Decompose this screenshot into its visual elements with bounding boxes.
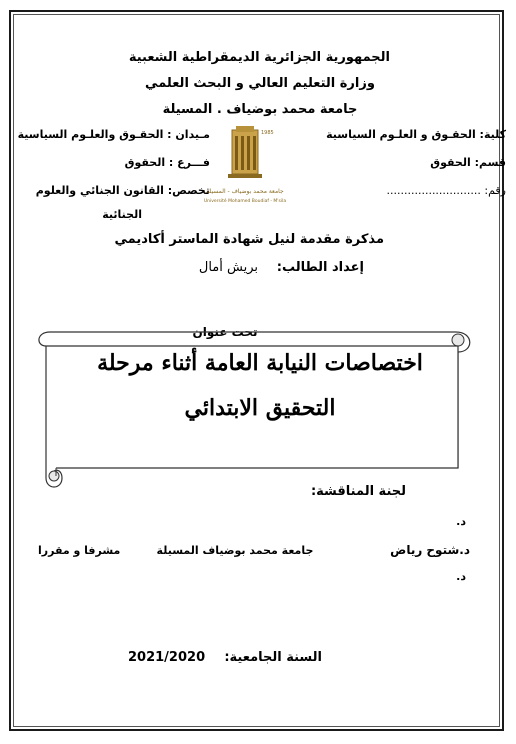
student-label: إعداد الطالب: (276, 260, 364, 275)
logo-latin-name: Université Mohamed Boudiaf - M'sila (203, 199, 287, 204)
specialty-label: تخصص: القانون الجنائي والعلوم (35, 184, 210, 197)
branch-label: فـــرع : الحقوق (124, 156, 210, 169)
title-label: تحت عنوان (192, 325, 258, 339)
thesis-statement: مذكرة مقدمة لنيل شهادة الماستر أكاديمي (114, 232, 384, 247)
academic-year-label: السنة الجامعية: (224, 650, 322, 665)
logo-year: 1985 (261, 130, 274, 136)
field-label: مـيدان : الحقـوق والعلـوم السياسية (17, 128, 210, 141)
republic-line: الجمهورية الجزائرية الديمقراطية الشعبية (128, 50, 390, 65)
thesis-title-line-1: اختصاصات النيابة العامة أثناء مرحلة (97, 350, 423, 376)
number-field: رقم: ........................... (386, 184, 506, 197)
university-logo (214, 122, 276, 208)
department-label: قسم: الحقوق (430, 156, 506, 169)
committee-member-2-name: د.شتوح رياض (390, 543, 470, 557)
student-name: بريش أمال (198, 260, 258, 275)
logo-arabic-name: جامعة محمد بوضياف - المسيلة (206, 188, 284, 195)
academic-year-value: 2021/2020 (128, 650, 206, 665)
thesis-title-line-2: التحقيق الابتدائي (184, 395, 336, 421)
specialty-label-cont: الجنائية (102, 208, 142, 221)
faculty-label: كلية: الحقـوق و العلـوم السياسية (326, 128, 506, 141)
committee-member-2-role: مشرفا و مقررا (38, 544, 121, 557)
committee-member-2-university: جامعة محمد بوضياف المسيلة (156, 544, 314, 557)
committee-member-3: د. (456, 570, 466, 583)
committee-heading: لجنة المناقشة: (310, 484, 406, 499)
committee-member-1: د. (456, 515, 466, 528)
ministry-line: وزارة التعليم العالي و البحث العلمي (145, 76, 375, 91)
university-line: جامعة محمد بوضياف . المسيلة (162, 102, 358, 117)
